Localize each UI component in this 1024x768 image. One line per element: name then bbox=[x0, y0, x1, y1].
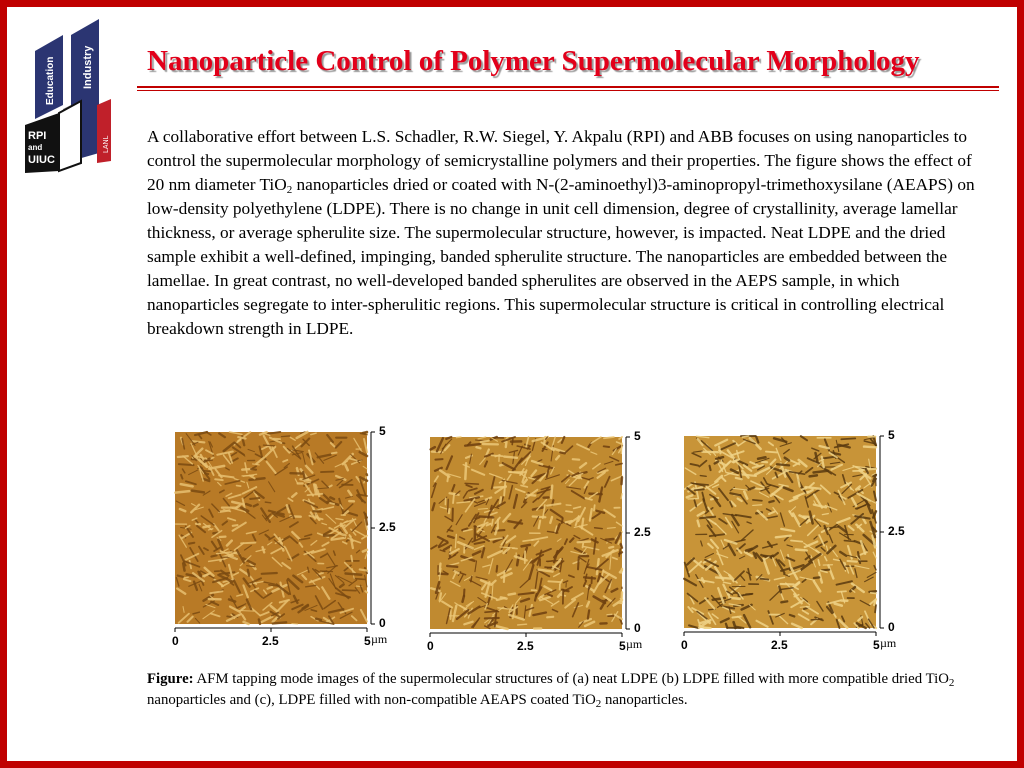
title-rule-top bbox=[137, 86, 999, 88]
afm-y-tick-label: 5 bbox=[888, 428, 895, 442]
afm-y-tick-label: 0 bbox=[379, 616, 386, 630]
afm-x-tick-label: 0 bbox=[427, 639, 434, 653]
afm-unit-label: µm bbox=[626, 637, 643, 651]
afm-x-tick-label: 5 bbox=[873, 638, 880, 652]
caption-part2: nanoparticles and (c), LDPE filled with non-compatible AEAPS coated TiO bbox=[147, 692, 596, 708]
rpi-uiuc-logo bbox=[19, 13, 119, 173]
body-subscript: 2 bbox=[286, 184, 293, 196]
logo-uiuc-text: UIUC bbox=[28, 154, 55, 166]
afm-y-tick-label: 5 bbox=[634, 429, 641, 443]
afm-image-c-canvas bbox=[676, 428, 916, 660]
title-rule-bottom bbox=[137, 90, 999, 91]
afm-x-tick-label: 0 bbox=[681, 638, 688, 652]
afm-y-tick-label: 2.5 bbox=[379, 520, 396, 534]
afm-y-tick-label: 2.5 bbox=[888, 524, 905, 538]
afm-unit-label: µm bbox=[371, 632, 388, 646]
afm-x-tick-label: 0 bbox=[172, 634, 179, 648]
afm-image-b-canvas bbox=[422, 429, 662, 661]
afm-y-tick-label: 0 bbox=[634, 621, 641, 635]
afm-y-tick-label: 5 bbox=[379, 424, 386, 438]
logo-industry-text: Industry bbox=[82, 45, 94, 89]
caption-label: Figure: bbox=[147, 671, 194, 687]
slide bbox=[7, 7, 1017, 761]
body-paragraph bbox=[147, 125, 975, 341]
caption-part1: AFM tapping mode images of the supermolecular structures of (a) neat LDPE (b) LDPE filled with more compatible dried TiO bbox=[193, 671, 949, 687]
caption-sub1: 2 bbox=[948, 677, 955, 689]
afm-image-a bbox=[167, 424, 407, 656]
logo-rpi-text: RPI bbox=[28, 130, 47, 142]
caption-part3: nanoparticles. bbox=[601, 692, 688, 708]
afm-image-c bbox=[676, 428, 916, 660]
slide-title: Nanoparticle Control of Polymer Supermolecular Morphology bbox=[147, 45, 920, 77]
afm-y-tick-label: 2.5 bbox=[634, 525, 651, 539]
body-text-part1: A collaborative effort between L.S. Schadler, R.W. Siegel, Y. Akpalu (RPI) and ABB focuses on using nanoparticles to control the supermolecular morphology of semicrystalline polymers and their properties. The figure shows the effect of 20 nm diameter TiO bbox=[147, 127, 972, 194]
afm-unit-label: µm bbox=[880, 636, 897, 650]
afm-y-tick-label: 0 bbox=[888, 620, 895, 634]
logo-and-text: and bbox=[28, 143, 43, 152]
logo-lanl-text: LANL bbox=[103, 135, 110, 153]
afm-x-tick-label: 2.5 bbox=[262, 634, 279, 648]
body-text-part2: nanoparticles dried or coated with N-(2-aminoethyl)3-aminopropyl-trimethoxysilane (AEAPS) on low-density polyethylene (LDPE). There is no change in unit cell dimension, degree of crystallinity, average lamellar thickness, or average spherulite size. The supermolecular structure, however, is impacted. Neat LDPE and the dried sample exhibit a well-defined, impinging, banded spherulite structure. The nanoparticles are embedded between the lamellae. In great contrast, no well-developed banded spherulites are observed in the AEPS sample, in which nanoparticles segregate to inter-spherulitic regions. This supermolecular structure is critical in controlling electrical breakdown strength in LDPE. bbox=[147, 175, 975, 338]
afm-x-tick-label: 2.5 bbox=[771, 638, 788, 652]
afm-image-a-canvas bbox=[167, 424, 407, 656]
afm-image-b bbox=[422, 429, 662, 661]
figure-caption bbox=[147, 669, 977, 711]
afm-x-tick-label: 5 bbox=[364, 634, 371, 648]
afm-x-tick-label: 2.5 bbox=[517, 639, 534, 653]
afm-x-tick-label: 5 bbox=[619, 639, 626, 653]
logo-education-text: Education bbox=[45, 56, 56, 105]
caption-sub2: 2 bbox=[595, 698, 602, 710]
